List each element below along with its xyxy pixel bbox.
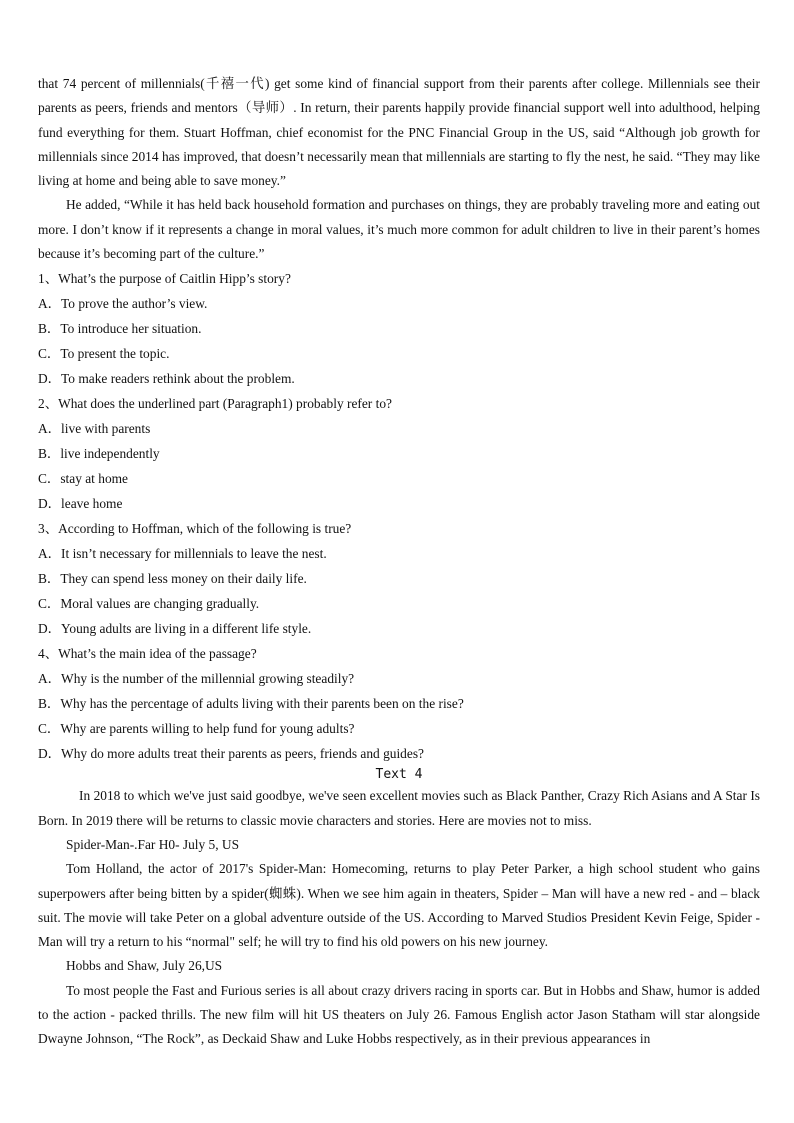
question-stem: 3、According to Hoffman, which of the following is true? [38, 521, 352, 537]
option-a: A．Why is the number of the millennial growing steadily? [38, 671, 355, 687]
question-3 [38, 516, 760, 641]
text3-paragraph-2: He added, “While it has held back household formation and purchases on things, they are probably traveling more and eating out more. I don’t know if it represents a change in moral values, it’s much more common for adult children to live in their parent’s homes because it’s becoming part of the culture.” [38, 197, 760, 262]
option-c: C．Why are parents willing to help fund for young adults? [38, 721, 355, 737]
option-d: D．To make readers rethink about the problem. [38, 371, 295, 387]
question-stem: 1、What’s the purpose of Caitlin Hipp’s story? [38, 271, 291, 287]
option-b: B．To introduce her situation. [38, 321, 202, 337]
document-page [38, 72, 760, 1052]
question-stem: 2、What does the underlined part (Paragraph1) probably refer to? [38, 396, 392, 412]
option-a: A．live with parents [38, 421, 151, 437]
movie1-body: Tom Holland, the actor of 2017's Spider-Man: Homecoming, returns to play Peter Parker, a high school student who gains superpowers after being bitten by a spider(蜘蛛). When we see him again in theaters, Spider – Man will have a new red - and – black suit. The movie will take Peter on a global adventure outside of the US. According to Marved Studios President Kevin Feige, Spider - Man will try a return to his “normal" self; he will try to find his old powers on his new journey. [38, 861, 760, 950]
question-stem: 4、What’s the main idea of the passage? [38, 646, 257, 662]
question-2 [38, 391, 760, 516]
option-d: D．Why do more adults treat their parents as peers, friends and guides? [38, 746, 424, 762]
option-d: D．leave home [38, 496, 123, 512]
movie2-body: To most people the Fast and Furious series is all about crazy drivers racing in sports car. But in Hobbs and Shaw, humor is added to the action - packed thrills. The new film will hit US theaters on July 26. Famous English actor Jason Statham will star alongside Dwayne Johnson, “The Rock”, as Deckaid Shaw and Luke Hobbs respectively, as in their previous appearances in [38, 982, 760, 1047]
option-a: A．To prove the author’s view. [38, 296, 208, 312]
option-b: B．live independently [38, 446, 160, 462]
option-c: C．To present the topic. [38, 346, 170, 362]
option-b: B．Why has the percentage of adults living with their parents been on the rise? [38, 696, 464, 712]
option-b: B．They can spend less money on their daily life. [38, 571, 307, 587]
option-c: C．Moral values are changing gradually. [38, 596, 260, 612]
question-list [38, 266, 760, 766]
movie1-header: Spider-Man-.Far H0- July 5, US [66, 836, 240, 852]
option-c: C．stay at home [38, 471, 129, 487]
text4-intro: In 2018 to which we've just said goodbye, we've seen excellent movies such as Black Panther, Crazy Rich Asians and A Star Is Born. In 2019 there will be returns to classic movie characters and stories. Here are movies not to miss. [38, 788, 760, 828]
option-a: A．It isn’t necessary for millennials to leave the nest. [38, 546, 327, 562]
movie2-header: Hobbs and Shaw, July 26,US [66, 958, 223, 974]
question-1 [38, 266, 760, 391]
option-d: D．Young adults are living in a different life style. [38, 621, 312, 637]
text3-paragraph-1: that 74 percent of millennials(千禧一代) get some kind of financial support from their parents after college. Millennials see their parents as peers, friends and mentors（导师）. In return, their parents happily provide financial support well into adulthood, helping fund everything for them. Stuart Hoffman, chief economist for the PNC Financial Group in the US, said “Although job growth for millennials since 2014 has improved, that doesn’t necessarily mean that millennials are starting to fly the nest, he said. “They may like living at home and being able to save money.” [38, 76, 760, 189]
question-4 [38, 641, 760, 766]
text4-title: Text 4 [375, 767, 423, 783]
